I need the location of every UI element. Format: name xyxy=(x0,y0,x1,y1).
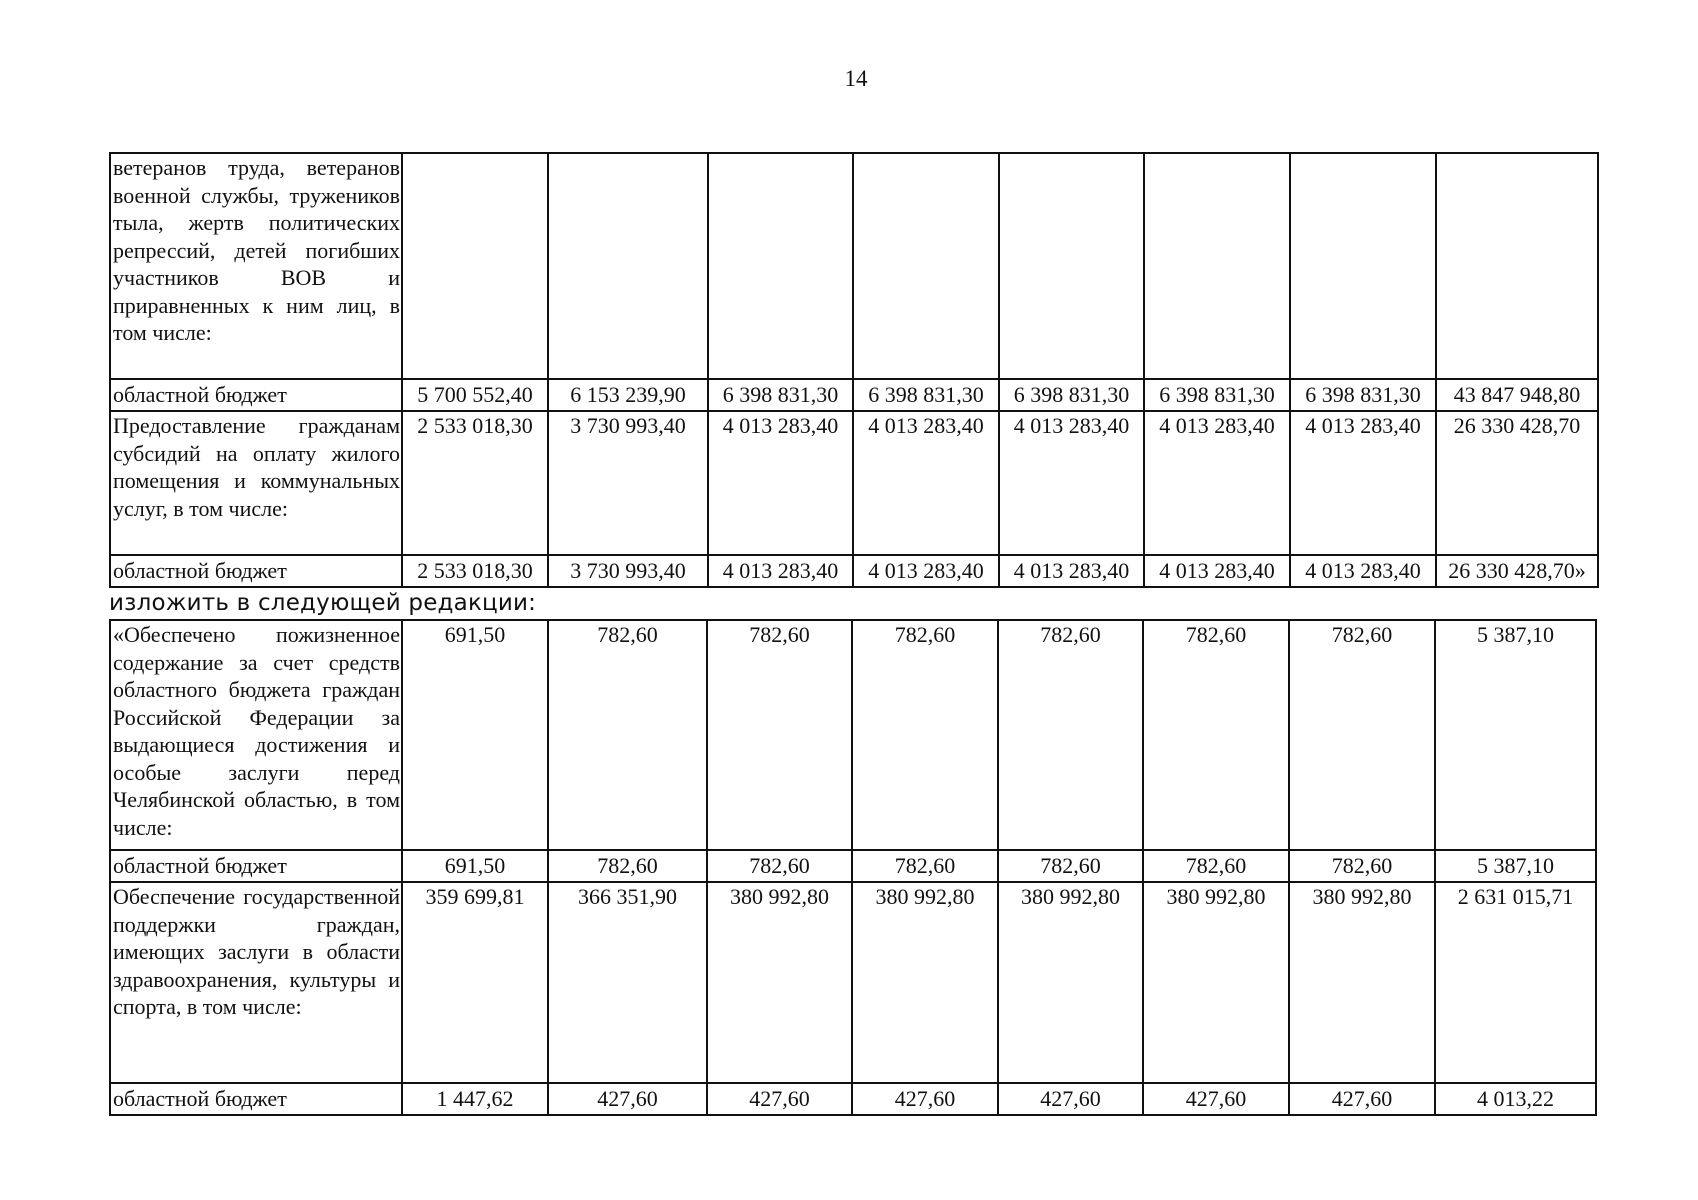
value-cell: 4 013 283,40 xyxy=(1290,555,1436,587)
value-cell: 4 013 283,40 xyxy=(708,411,853,555)
row-label: «Обеспечено пожизненное содержание за счет средств областного бюджета граждан Российской Федерации за выдающиеся достижения и особые заслуги перед Челябинской областью, в том числе: xyxy=(110,620,402,850)
row-label: областной бюджет xyxy=(110,1083,402,1115)
value-cell: 2 533 018,30 xyxy=(402,555,548,587)
table-row-regional-budget xyxy=(110,1083,1596,1115)
value-cell xyxy=(1290,153,1436,379)
value-cell: 6 398 831,30 xyxy=(708,379,853,411)
table-row-veterans xyxy=(110,153,1598,379)
value-cell: 782,60 xyxy=(548,850,707,882)
value-cell: 5 387,10 xyxy=(1435,850,1596,882)
value-cell: 4 013 283,40 xyxy=(708,555,853,587)
value-cell: 6 398 831,30 xyxy=(999,379,1144,411)
value-cell: 4 013 283,40 xyxy=(1144,411,1290,555)
table-row-state-support xyxy=(110,882,1596,1083)
value-cell: 3 730 993,40 xyxy=(548,555,708,587)
value-cell: 782,60 xyxy=(852,620,998,850)
value-cell: 782,60 xyxy=(1143,850,1289,882)
page-number: 14 xyxy=(844,66,868,91)
value-cell: 26 330 428,70 xyxy=(1436,411,1598,555)
value-cell: 782,60 xyxy=(1143,620,1289,850)
table-row-lifetime-support xyxy=(110,620,1596,850)
value-cell xyxy=(402,153,548,379)
row-label: Обеспечение государственной поддержки граждан, имеющих заслуги в области здравоохранения, культуры и спорта, в том числе: xyxy=(110,882,402,1083)
row-label: областной бюджет xyxy=(110,555,402,587)
row-label: областной бюджет xyxy=(110,379,402,411)
table-row-housing-subsidies xyxy=(110,411,1598,555)
value-cell: 3 730 993,40 xyxy=(548,411,708,555)
value-cell: 366 351,90 xyxy=(548,882,707,1083)
value-cell: 782,60 xyxy=(852,850,998,882)
value-cell: 5 700 552,40 xyxy=(402,379,548,411)
value-cell: 6 398 831,30 xyxy=(853,379,999,411)
value-cell: 4 013 283,40 xyxy=(853,411,999,555)
budget-table-part-1 xyxy=(109,152,1599,588)
value-cell xyxy=(1144,153,1290,379)
value-cell: 380 992,80 xyxy=(998,882,1143,1083)
value-cell: 782,60 xyxy=(548,620,707,850)
value-cell: 427,60 xyxy=(707,1083,852,1115)
value-cell: 26 330 428,70» xyxy=(1436,555,1598,587)
value-cell xyxy=(999,153,1144,379)
table-row-regional-budget xyxy=(110,555,1598,587)
value-cell: 6 153 239,90 xyxy=(548,379,708,411)
value-cell: 380 992,80 xyxy=(1143,882,1289,1083)
value-cell: 427,60 xyxy=(852,1083,998,1115)
value-cell: 4 013 283,40 xyxy=(1144,555,1290,587)
value-cell: 2 533 018,30 xyxy=(402,411,548,555)
value-cell: 691,50 xyxy=(402,620,548,850)
value-cell: 6 398 831,30 xyxy=(1290,379,1436,411)
amendment-text: изложить в следующей редакции: xyxy=(109,590,537,616)
value-cell: 782,60 xyxy=(707,850,852,882)
budget-table-part-2 xyxy=(109,619,1597,1116)
value-cell: 6 398 831,30 xyxy=(1144,379,1290,411)
value-cell: 427,60 xyxy=(548,1083,707,1115)
value-cell: 5 387,10 xyxy=(1435,620,1596,850)
value-cell: 691,50 xyxy=(402,850,548,882)
value-cell: 43 847 948,80 xyxy=(1436,379,1598,411)
value-cell xyxy=(1436,153,1598,379)
value-cell: 782,60 xyxy=(707,620,852,850)
value-cell: 782,60 xyxy=(998,850,1143,882)
value-cell: 359 699,81 xyxy=(402,882,548,1083)
value-cell: 380 992,80 xyxy=(1289,882,1435,1083)
value-cell: 782,60 xyxy=(1289,620,1435,850)
row-label: областной бюджет xyxy=(110,850,402,882)
value-cell: 2 631 015,71 xyxy=(1435,882,1596,1083)
value-cell xyxy=(708,153,853,379)
value-cell: 782,60 xyxy=(998,620,1143,850)
value-cell: 4 013 283,40 xyxy=(853,555,999,587)
value-cell: 782,60 xyxy=(1289,850,1435,882)
value-cell: 427,60 xyxy=(1289,1083,1435,1115)
table-row-regional-budget xyxy=(110,379,1598,411)
value-cell: 427,60 xyxy=(1143,1083,1289,1115)
value-cell xyxy=(548,153,708,379)
value-cell: 4 013 283,40 xyxy=(999,555,1144,587)
value-cell: 1 447,62 xyxy=(402,1083,548,1115)
value-cell: 4 013 283,40 xyxy=(999,411,1144,555)
row-label: Предоставление гражданам субсидий на оплату жилого помещения и коммунальных услуг, в том числе: xyxy=(110,411,402,555)
value-cell xyxy=(853,153,999,379)
value-cell: 380 992,80 xyxy=(707,882,852,1083)
value-cell: 427,60 xyxy=(998,1083,1143,1115)
table-row-regional-budget xyxy=(110,850,1596,882)
value-cell: 4 013 283,40 xyxy=(1290,411,1436,555)
value-cell: 4 013,22 xyxy=(1435,1083,1596,1115)
value-cell: 380 992,80 xyxy=(852,882,998,1083)
row-label: ветеранов труда, ветеранов военной службы, тружеников тыла, жертв политических репрессий, детей погибших участников ВОВ и приравненных к ним лиц, в том числе: xyxy=(110,153,402,379)
